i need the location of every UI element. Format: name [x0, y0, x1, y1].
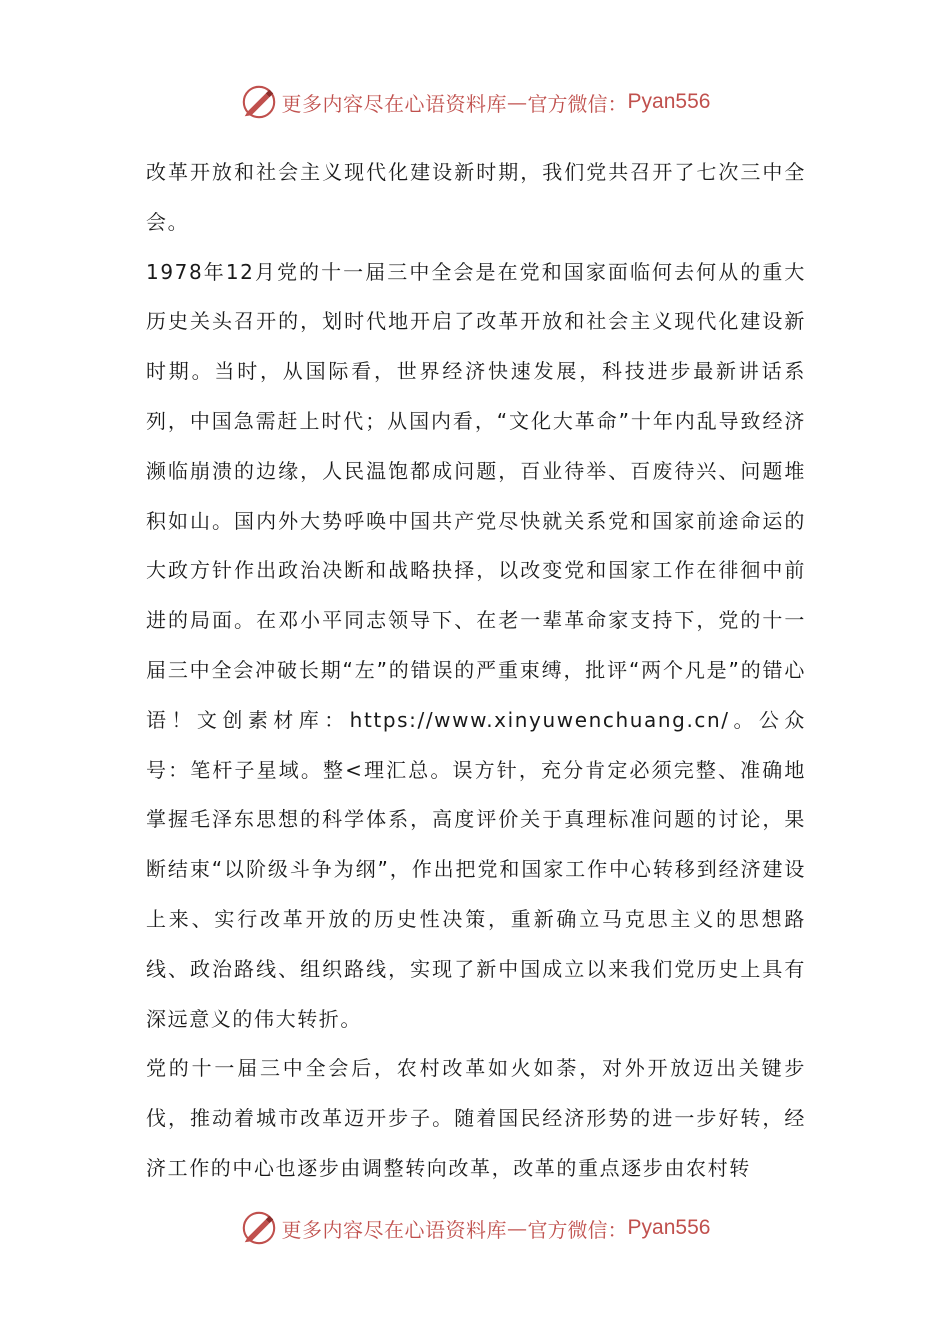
paragraph-1978-plenum: 1978年12月党的十一届三中全会是在党和国家面临何去何从的重大历史关头召开的，划时代地开启了改革开放和社会主义现代化建设新时期。当时，从国际看，世界经济快速发展，科技进步最新讲话系列，中国急需赶上时代；从国内看，“文化大革命”十年内乱导致经济濒临崩溃的边缘，人民温饱都成问题，百业待举、百废待兴、问题堆积如山。国内外大势呼唤中国共产党尽快就关系党和国家前途命运的大政方针作出政治决断和战略抉择，以改变党和国家工作在徘徊中前进的局面。在邓小平同志领导下、在老一辈革命家支持下，党的十一届三中全会冲破长期“左”的错误的严重束缚，批评“两个凡是”的错心语！文创素材库：https://www.xinyuwenchuang.cn/。公众号：笔杆子星域。整<理汇总。误方针，充分肯定必须完整、准确地掌握毛泽东思想的科学体系，高度评价关于真理标准问题的讨论，果断结束“以阶级斗争为纲”，作出把党和国家工作中心转移到经济建设上来、实行改革开放的历史性决策，重新确立马克思主义的思想路线、政治路线、组织路线，实现了新中国成立以来我们党历史上具有深远意义的伟大转折。	[146, 259, 806, 1031]
footer-watermark	[0, 1208, 950, 1248]
watermark-text: 更多内容尽在心语资料库	[281, 1217, 508, 1242]
paragraph-after-plenum: 党的十一届三中全会后，农村改革如火如荼，对外开放迈出关键步伐，推动着城市改革迈开步子。随着国民经济形势的进一步好转，经济工作的中心也逐步由调整转向改革，改革的重点逐步由农村转	[146, 1056, 806, 1180]
watermark-separator: —	[507, 90, 528, 114]
pen-logo-icon	[240, 83, 278, 121]
paragraph-intro: 改革开放和社会主义现代化建设新时期，我们党共召开了七次三中全会。	[146, 160, 806, 234]
document-body	[146, 148, 806, 1194]
watermark-wechat-id: Pyan556	[627, 1216, 711, 1239]
watermark-wechat-id: Pyan556	[627, 90, 711, 113]
watermark-wechat-label: 官方微信：	[527, 1217, 628, 1242]
header-watermark	[0, 82, 950, 122]
watermark-wechat-label: 官方微信：	[527, 91, 628, 116]
pen-logo-icon	[240, 1209, 278, 1247]
watermark-text: 更多内容尽在心语资料库	[281, 91, 508, 116]
watermark-separator: —	[507, 1216, 528, 1240]
